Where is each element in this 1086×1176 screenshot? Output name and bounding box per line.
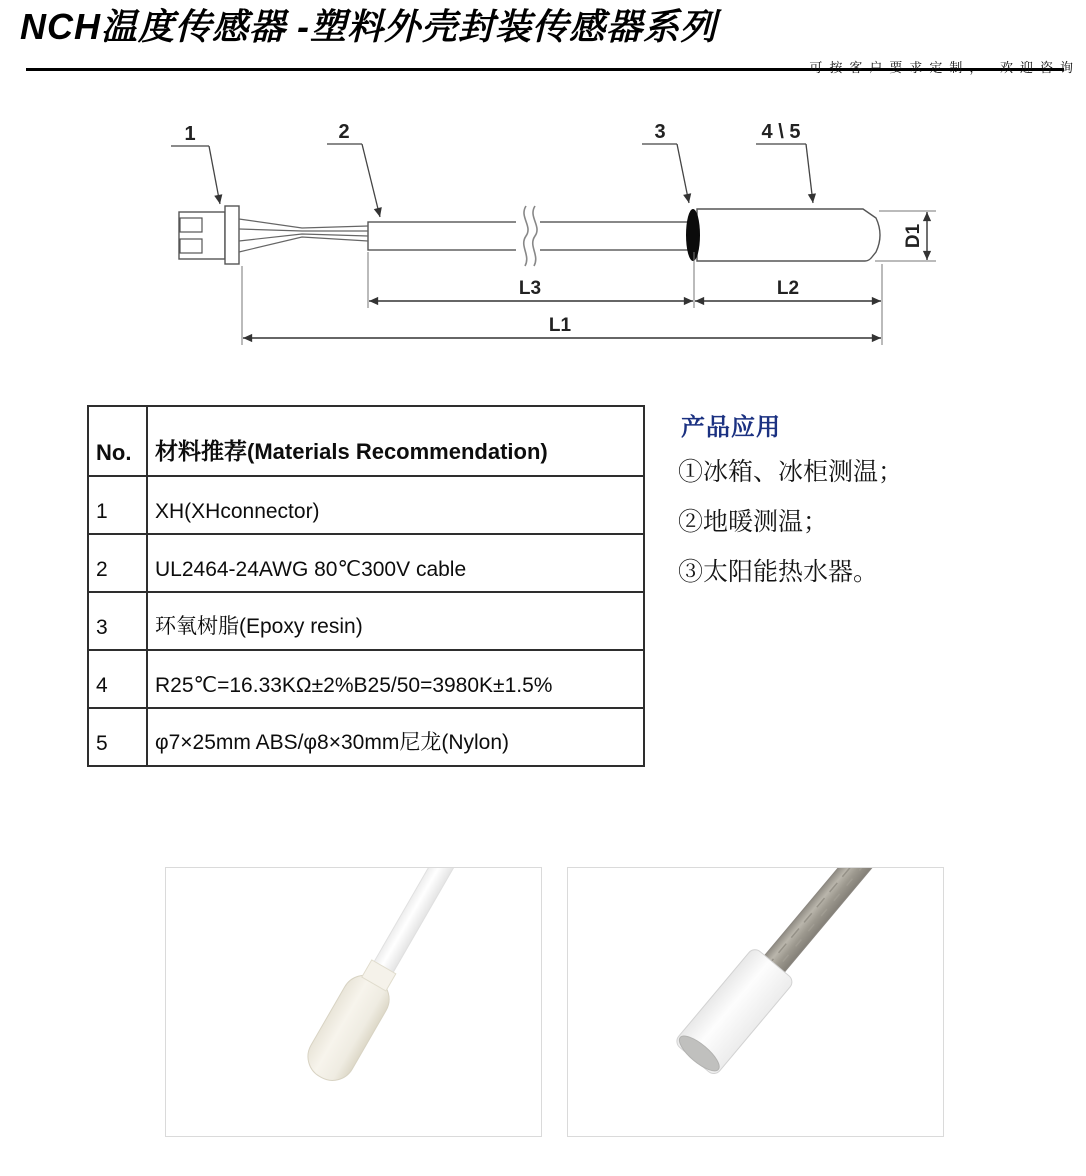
page-title: NCH温度传感器 -塑料外壳封装传感器系列 — [20, 6, 717, 47]
table-header-row — [88, 406, 644, 476]
row-material: R25℃=16.33KΩ±2%B25/50=3980K±1.5% — [147, 650, 644, 708]
application-item: ②地暖测温； — [678, 508, 829, 536]
materials-table — [87, 405, 645, 767]
housing-outline — [697, 209, 880, 261]
braided-cable-probe-illustration — [568, 868, 943, 1136]
row-material: φ7×25mm ABS/φ8×30mm尼龙(Nylon) — [147, 708, 644, 766]
callout-label-connector: 1 — [184, 123, 196, 145]
callout-leader-epoxy — [677, 144, 689, 203]
table-row — [88, 592, 644, 650]
callout-label-housing: 4 \ 5 — [761, 121, 801, 143]
probe-cable-braided — [757, 868, 943, 981]
connector-slot — [180, 218, 202, 232]
lead-wire — [239, 219, 368, 228]
col-header-material-en: (Materials Recommendation) — [247, 439, 548, 464]
dim-label-d1: D1 — [903, 223, 924, 249]
row-no: 4 — [88, 650, 147, 708]
row-no: 2 — [88, 534, 147, 592]
row-no: 1 — [88, 476, 147, 534]
table-row — [88, 476, 644, 534]
callout-leader-housing — [806, 144, 813, 203]
callout-label-epoxy: 3 — [654, 121, 666, 143]
connector-flange — [225, 206, 239, 264]
product-photo-braided-cable-probe — [567, 867, 944, 1137]
application-item: ①冰箱、冰柜测温； — [678, 458, 904, 486]
row-material: 环氧树脂(Epoxy resin) — [147, 592, 644, 650]
header-tagline: 可按客户要求定制， 欢迎咨询 — [809, 60, 1080, 75]
col-header-material — [147, 406, 644, 476]
dim-label-l2: L2 — [776, 278, 800, 299]
dim-label-l3: L3 — [518, 278, 542, 299]
lead-wire — [239, 229, 368, 231]
row-material: XH(XHconnector) — [147, 476, 644, 534]
product-photo-white-cable-probe — [165, 867, 542, 1137]
table-row — [88, 650, 644, 708]
row-no: 3 — [88, 592, 147, 650]
white-cable-probe-illustration — [166, 868, 541, 1136]
callout-label-cable: 2 — [338, 121, 350, 143]
callout-leader-connector — [209, 146, 220, 204]
epoxy-seal — [686, 209, 700, 261]
callout-leader-cable — [362, 144, 380, 217]
cable-break-mask — [516, 213, 540, 259]
row-no: 5 — [88, 708, 147, 766]
table-row — [88, 534, 644, 592]
connector-slot — [180, 239, 202, 253]
row-material: UL2464-24AWG 80℃300V cable — [147, 534, 644, 592]
table-row — [88, 708, 644, 766]
applications-title: 产品应用 — [681, 414, 781, 441]
sensor-dimension-diagram — [120, 100, 950, 360]
dim-label-l1: L1 — [548, 315, 572, 336]
col-header-material-cn: 材料推荐 — [155, 438, 247, 464]
application-item: ③太阳能热水器。 — [678, 558, 879, 586]
col-header-no: No. — [88, 406, 147, 476]
